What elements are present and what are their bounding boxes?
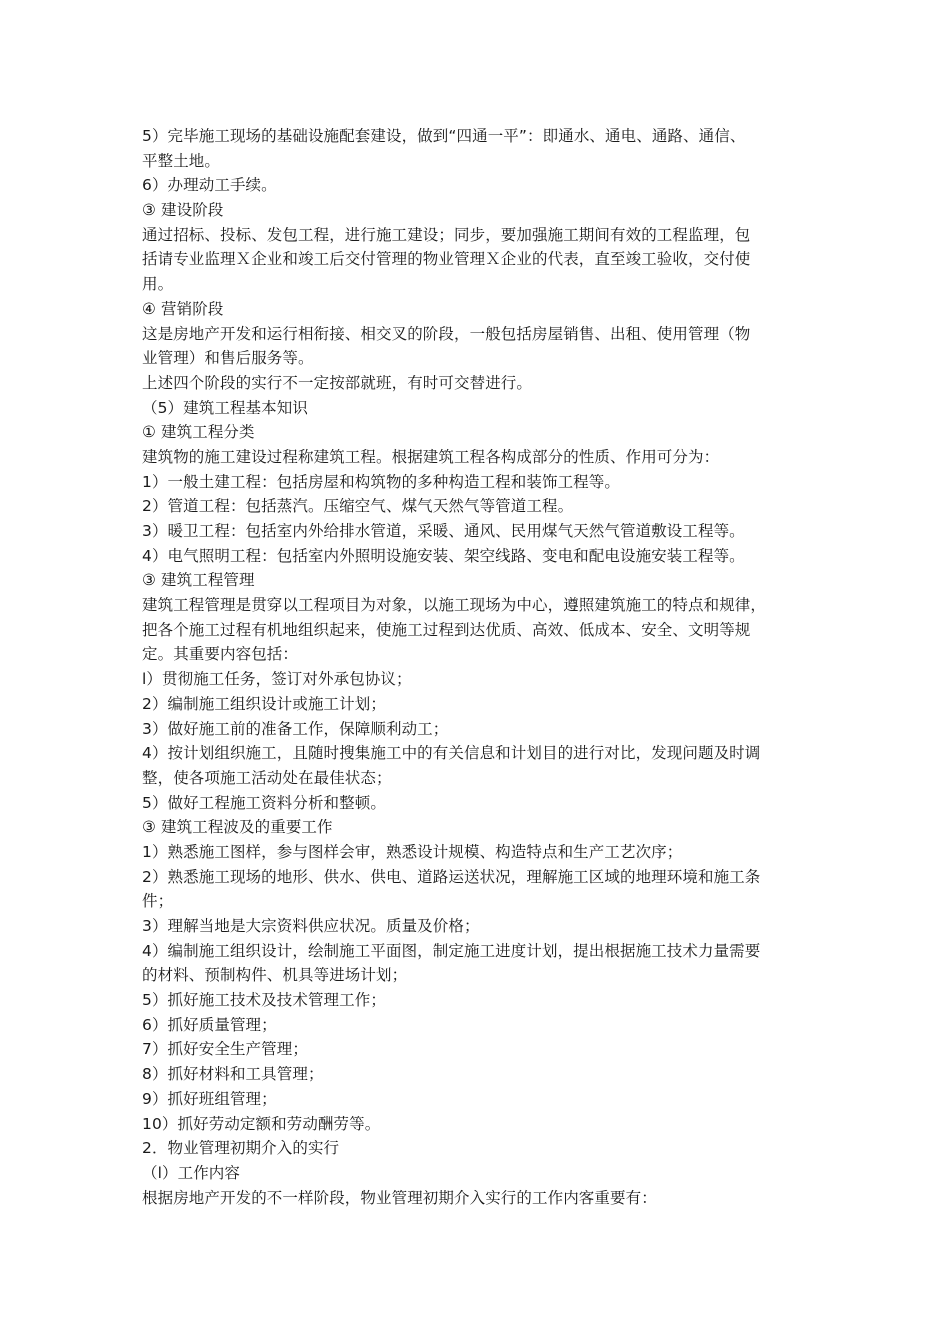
list-item: 7）抓好安全生产管理； [142, 1040, 308, 1059]
text-line: 括请专业监理Ｘ企业和竣工后交付管理的物业管理Ｘ企业的代表，直至竣工验收，交付使 [142, 250, 751, 269]
list-item: l）贯彻施工任务，签订对外承包协议； [142, 670, 412, 689]
text-line: 通过招标、投标、发包工程，进行施工建设；同步，要加强施工期间有效的工程监理，包 [142, 225, 751, 244]
list-item: 1）一般土建工程：包括房屋和构筑物的多种构造工程和装饰工程等。 [142, 472, 620, 491]
list-item: 6）办理动工手续。 [142, 176, 277, 195]
list-item: 4）编制施工组织设计，绘制施工平面图，制定施工进度计划，提出根据施工技术力量需要 [142, 941, 761, 960]
section-heading: ③ 建筑工程管理 [142, 571, 255, 590]
text-line: 整，使各项施工活动处在最佳状态； [142, 768, 392, 787]
list-item: 5）抓好施工技术及技术管理工作； [142, 991, 386, 1010]
list-item: 10）抓好劳动定额和劳动酬劳等。 [142, 1114, 381, 1133]
list-item: 8）抓好材料和工具管理； [142, 1065, 324, 1084]
text-line: 根据房地产开发的不一样阶段，物业管理初期介入实行的工作内客重要有： [142, 1188, 657, 1207]
list-item: 3）暖卫工程：包括室内外给排水管道，采暖、通风、民用煤气天然气管道敷设工程等。 [142, 522, 745, 540]
list-item: 1）熟悉施工图样，参与图样会审，熟悉设计规模、构造特点和生产工艺次序； [142, 842, 683, 861]
section-heading: ④ 营销阶段 [142, 299, 224, 318]
list-item: 2）熟悉施工现场的地形、供水、供电、道路运送状况，理解施工区域的地理环境和施工条 [142, 867, 761, 886]
text-line: 这是房地产开发和运行相衔接、相交叉的阶段，一般包括房屋销售、出租、使用管理（物 [142, 324, 751, 343]
section-heading: ① 建筑工程分类 [142, 423, 255, 442]
list-item: 2）编制施工组织设计或施工计划； [142, 694, 386, 713]
text-line: 的材料、预制构件、机具等进场计划； [142, 966, 408, 985]
text-line: 定。其重要内容包括： [142, 645, 299, 664]
list-item: 3）做好施工前的准备工作，保障顺利动工； [142, 719, 449, 738]
list-item: 6）抓好质量管理； [142, 1015, 277, 1034]
list-item: 9）抓好班组管理； [142, 1089, 277, 1108]
section-heading: （5）建筑工程基本知识 [142, 398, 308, 417]
text-line: 建筑物的施工建设过程称建筑工程。根据建筑工程各构成部分的性质、作用可分为： [142, 447, 720, 466]
text-line: 5）完毕施工现场的基础设施配套建设，做到“四通一平”：即通水、通电、通路、通信、 [142, 127, 746, 145]
list-item: 4）按计划组织施工，且随时搜集施工中的有关信息和计划目的进行对比，发现问题及时调 [142, 744, 761, 763]
text-line: 业管理）和售后服务等。 [142, 349, 314, 368]
text-line: 平整土地。 [142, 151, 221, 170]
list-item: 4）电气照明工程：包括室内外照明设施安装、架空线路、变电和配电设施安装工程等。 [142, 546, 745, 565]
text-line: 建筑工程管理是贯穿以工程项目为对象，以施工现场为中心，遵照建筑施工的特点和规律， [142, 596, 767, 615]
text-line: 上述四个阶段的实行不一定按部就班，有时可交替进行。 [142, 373, 533, 392]
document-body [142, 124, 822, 1210]
text-line: 件； [142, 892, 174, 911]
section-heading: 2．物业管理初期介入的实行 [142, 1139, 340, 1158]
list-item: 3）理解当地是大宗资料供应状况。质量及价格； [142, 917, 480, 935]
section-heading: ③ 建筑工程波及的重要工作 [142, 818, 333, 837]
list-item: 5）做好工程施工资料分析和整顿。 [142, 793, 386, 812]
section-heading: ③ 建设阶段 [142, 201, 224, 220]
text-line: 用。 [142, 275, 174, 294]
section-heading: （l）工作内容 [142, 1163, 241, 1182]
list-item: 2）管道工程：包括蒸汽。压缩空气、煤气天然气等管道工程。 [142, 497, 574, 516]
text-line: 把各个施工过程有机地组织起来，使施工过程到达优质、高效、低成本、安全、文明等规 [142, 620, 751, 639]
